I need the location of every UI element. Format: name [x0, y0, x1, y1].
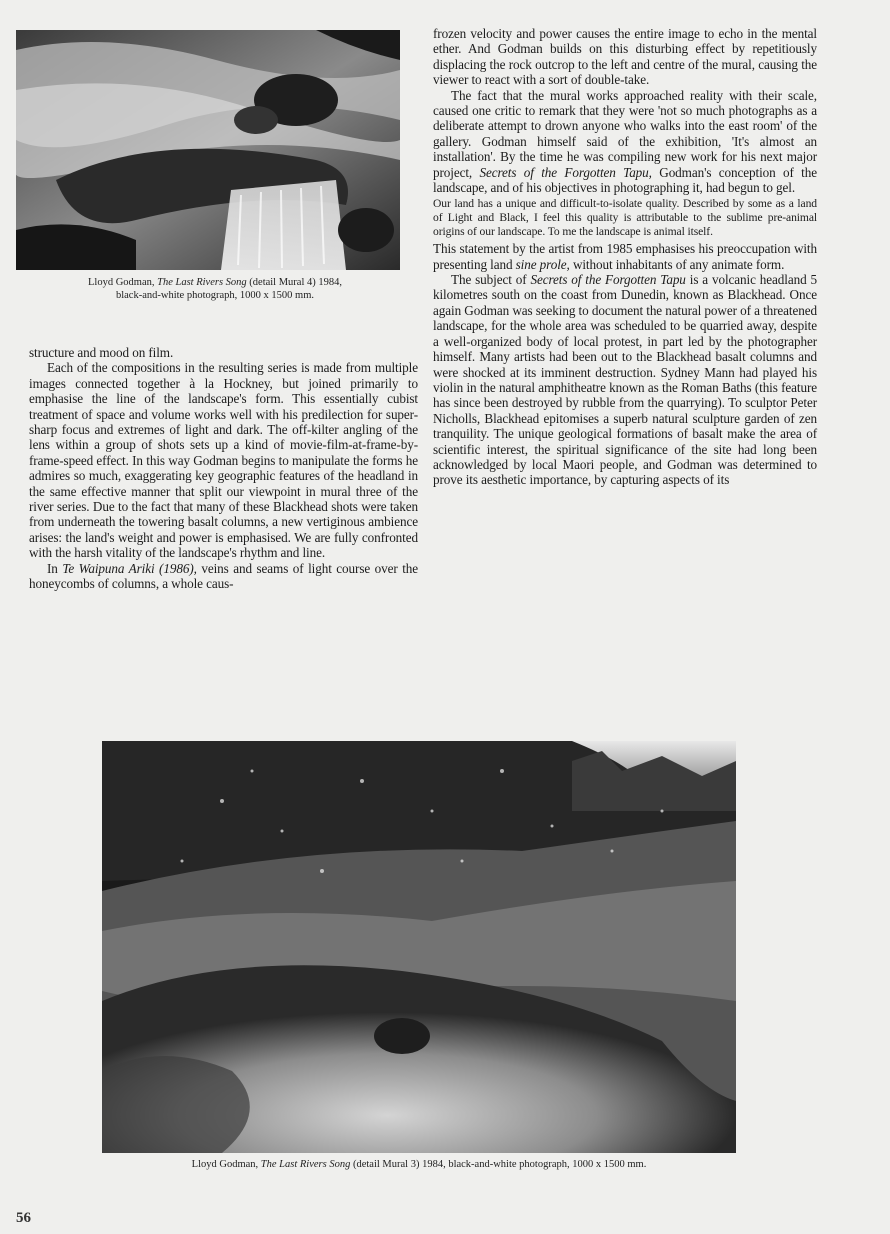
artist-quote: Our land has a unique and difficult-to-isolate quality. Described by some as a land of Light and Black, I feel this quality is attributable to the sublime pre-animal origins of our landscape. To me the landscape is animal itself.	[433, 197, 817, 238]
paragraph: This statement by the artist from 1985 emphasises his preoccupation with presenting land sine prole, without inhabitants of any animate form.	[433, 241, 817, 272]
top-photo-caption	[30, 276, 400, 302]
caption-details: black-and-white photograph, 1000 x 1500 mm.	[115, 290, 314, 301]
paragraph: The subject of Secrets of the Forgotten Tapu is a volcanic headland 5 kilometres south on the coast from Dunedin, known as Blackhead. Once again Godman was seeking to document the natural power of a threatened landscape, for the whole area was scheduled to be quarried away, despite a well-organized body of local protest, in part led by the photographer himself. Many artists had been out to the Blackhead basalt columns and were shocked at its imminent destruction. Sydney Mann had played his violin in the natural amphitheatre known as the Roman Baths (this feature has since been destroyed by rubble from the quarrying). To sculptor Peter Nicholls, Blackhead epitomises a superb natural sculpture garden of zen tranquility. The unique geological formations of basalt make the area of scientific interest, the spiritual significance of the site had long been acknowledged by local Maori people, and Godman was determined to prove its aesthetic importance, by capturing aspects of its	[433, 272, 817, 488]
caption-details: (detail Mural 3) 1984, black-and-white photograph, 1000 x 1500 mm.	[352, 1159, 647, 1170]
caption-artist: Lloyd Godman,	[191, 1159, 259, 1170]
caption-details: (detail Mural 4) 1984,	[249, 277, 343, 288]
paragraph: structure and mood on film.	[29, 345, 174, 360]
caption-title: The Last Rivers Song	[157, 277, 247, 288]
bottom-photo-caption	[102, 1158, 736, 1171]
waterfall-photograph	[16, 30, 400, 270]
caption-artist: Lloyd Godman,	[87, 277, 155, 288]
paragraph: frozen velocity and power causes the entire image to echo in the mental ether. And Godman builds on this disturbing effect by repetitiously displacing the rock outcrop to the left and centre of the mural, causing the viewer to react with a sort of double-take.	[433, 26, 817, 88]
river-photograph	[102, 741, 736, 1153]
paragraph: The fact that the mural works approached reality with their scale, caused one critic to remark that they were 'not so much photographs as a deliberate attempt to drown anyone who walks into the east room' of the gallery. Godman himself said of the exhibition, 'It's almost an installation'. By the time he was compiling new work for his next major project, Secrets of the Forgotten Tapu, Godman's conception of the landscape, and of his objectives in photographing it, had begun to gel.	[433, 87, 817, 196]
caption-title: The Last Rivers Song	[260, 1159, 351, 1170]
paragraph: Each of the compositions in the resulting series is made from multiple images connected together à la Hockney, but joined primarily to emphasise the line of the landscape's form. This essentially cubist treatment of space and volume works well with his predilection for super-sharp focus and extremes of light and dark. The off-kilter angling of the lens within a group of shots sets up a kind of movie-film-at-frame-by-frame-speed effect. In this way Godman begins to manipulate the forms he admires so much, exaggerating key geographic features of the headland in the same effective manner that split our viewpoint in mural three of the river series. Due to the fact that many of these Blackhead shots were taken from underneath the towering basalt columns, a new vertiginous ambience arises: the land's weight and power is emphasised. We are fully confronted with the harsh vitality of the landscape's rhythm and line.	[29, 360, 418, 561]
left-text-column	[29, 345, 418, 592]
paragraph: In Te Waipuna Ariki (1986), veins and seams of light course over the honeycombs of columns, a whole caus-	[29, 560, 419, 592]
page-number: 56	[16, 1210, 31, 1226]
right-text-column	[433, 26, 817, 488]
